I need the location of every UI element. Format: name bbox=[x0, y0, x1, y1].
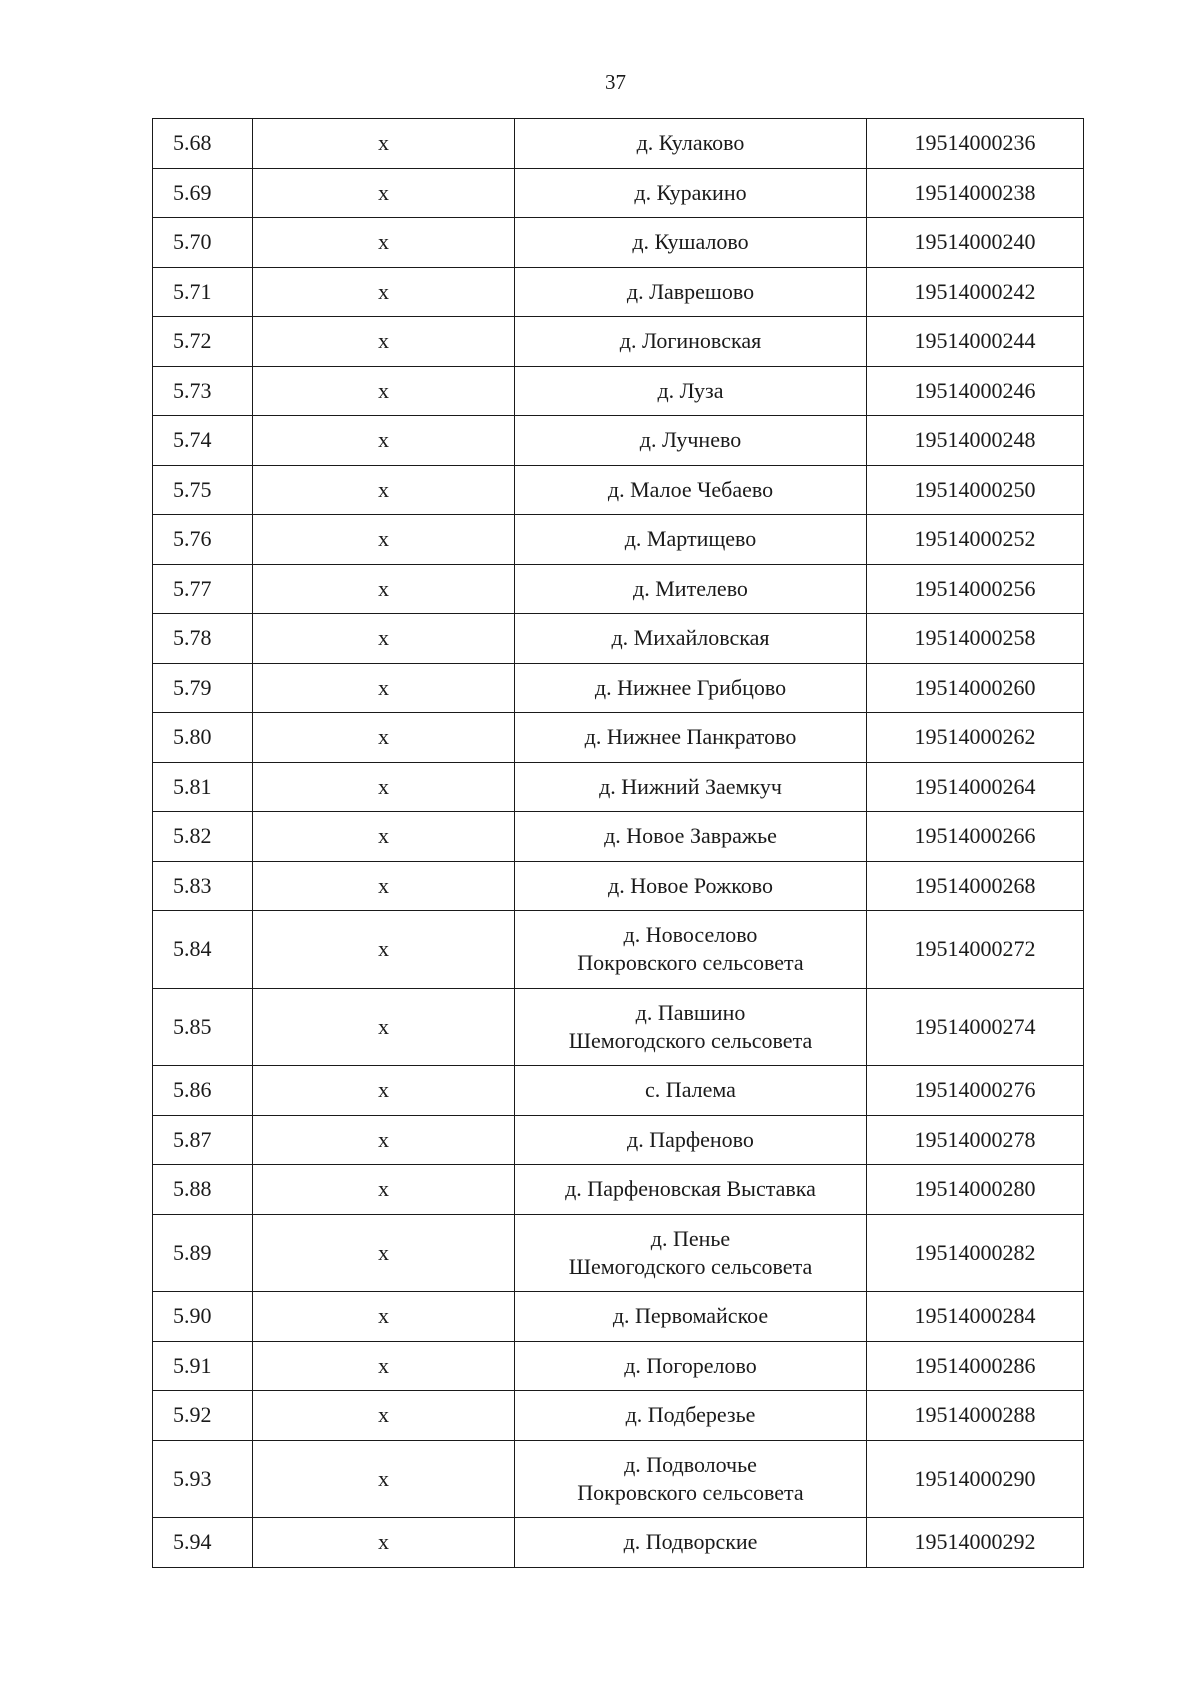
row-number-cell: 5.69 bbox=[153, 168, 253, 218]
table-row bbox=[153, 1214, 1084, 1292]
row-number-cell: 5.88 bbox=[153, 1165, 253, 1215]
oktmo-code-cell: 19514000268 bbox=[867, 861, 1084, 911]
row-number-cell: 5.90 bbox=[153, 1292, 253, 1342]
oktmo-code-cell: 19514000248 bbox=[867, 416, 1084, 466]
oktmo-code-cell: 19514000252 bbox=[867, 515, 1084, 565]
mark-cell: х bbox=[253, 1518, 515, 1568]
mark-cell: х bbox=[253, 1391, 515, 1441]
mark-cell: х bbox=[253, 762, 515, 812]
row-number-cell: 5.91 bbox=[153, 1341, 253, 1391]
row-number-cell: 5.71 bbox=[153, 267, 253, 317]
settlement-name-cell bbox=[515, 1214, 867, 1292]
mark-cell: х bbox=[253, 713, 515, 763]
settlement-name-line: д. Логиновская bbox=[619, 328, 762, 354]
table-row bbox=[153, 988, 1084, 1066]
settlement-name-line: д. Михайловская bbox=[611, 625, 770, 651]
row-number-cell: 5.78 bbox=[153, 614, 253, 664]
oktmo-code-cell: 19514000238 bbox=[867, 168, 1084, 218]
row-number-cell: 5.73 bbox=[153, 366, 253, 416]
settlement-name-cell bbox=[515, 1292, 867, 1342]
row-number-cell: 5.80 bbox=[153, 713, 253, 763]
table-row bbox=[153, 119, 1084, 169]
settlement-name-cell bbox=[515, 1341, 867, 1391]
oktmo-code-cell: 19514000250 bbox=[867, 465, 1084, 515]
settlement-name-cell bbox=[515, 1391, 867, 1441]
mark-cell: х bbox=[253, 861, 515, 911]
page-number: 37 bbox=[605, 70, 626, 94]
oktmo-code-cell: 19514000264 bbox=[867, 762, 1084, 812]
settlement-name-line: д. Парфеновская Выставка bbox=[565, 1176, 816, 1202]
settlement-name-cell bbox=[515, 416, 867, 466]
mark-cell: х bbox=[253, 1066, 515, 1116]
table-row bbox=[153, 564, 1084, 614]
row-number-cell: 5.94 bbox=[153, 1518, 253, 1568]
mark-cell: х bbox=[253, 515, 515, 565]
row-number-cell: 5.75 bbox=[153, 465, 253, 515]
table-row bbox=[153, 416, 1084, 466]
settlement-name-cell bbox=[515, 713, 867, 763]
mark-cell: х bbox=[253, 1292, 515, 1342]
settlement-name-cell bbox=[515, 1165, 867, 1215]
row-number-cell: 5.89 bbox=[153, 1214, 253, 1292]
mark-cell: х bbox=[253, 812, 515, 862]
settlement-name-cell bbox=[515, 1518, 867, 1568]
settlement-name-cell bbox=[515, 515, 867, 565]
settlement-name-cell bbox=[515, 366, 867, 416]
row-number-cell: 5.81 bbox=[153, 762, 253, 812]
oktmo-code-cell: 19514000292 bbox=[867, 1518, 1084, 1568]
oktmo-code-cell: 19514000242 bbox=[867, 267, 1084, 317]
mark-cell: х bbox=[253, 218, 515, 268]
oktmo-code-cell: 19514000246 bbox=[867, 366, 1084, 416]
settlement-name-cell bbox=[515, 614, 867, 664]
mark-cell: х bbox=[253, 911, 515, 989]
table-row bbox=[153, 614, 1084, 664]
settlement-name-line: д. Нижнее Панкратово bbox=[584, 724, 797, 750]
settlement-name-cell bbox=[515, 119, 867, 169]
table-row bbox=[153, 1115, 1084, 1165]
mark-cell: х bbox=[253, 564, 515, 614]
table-row bbox=[153, 366, 1084, 416]
settlements-table bbox=[152, 118, 1084, 1568]
oktmo-code-cell: 19514000286 bbox=[867, 1341, 1084, 1391]
settlement-name-cell bbox=[515, 988, 867, 1066]
settlement-name-line: Покровского сельсовета bbox=[577, 950, 804, 976]
oktmo-code-cell: 19514000266 bbox=[867, 812, 1084, 862]
mark-cell: х bbox=[253, 663, 515, 713]
settlement-name-cell bbox=[515, 1066, 867, 1116]
oktmo-code-cell: 19514000262 bbox=[867, 713, 1084, 763]
table-row bbox=[153, 1165, 1084, 1215]
row-number-cell: 5.77 bbox=[153, 564, 253, 614]
settlement-name-line: Шемогодского сельсовета bbox=[568, 1253, 813, 1279]
settlement-name-line: Покровского сельсовета bbox=[577, 1479, 804, 1505]
settlement-name-cell bbox=[515, 564, 867, 614]
row-number-cell: 5.92 bbox=[153, 1391, 253, 1441]
table-row bbox=[153, 762, 1084, 812]
settlement-name-cell bbox=[515, 218, 867, 268]
settlement-name-line: д. Парфеново bbox=[627, 1126, 754, 1152]
settlement-name-line: д. Пенье bbox=[650, 1225, 731, 1251]
settlement-name-cell bbox=[515, 812, 867, 862]
table-body bbox=[153, 119, 1084, 1568]
settlement-name-line: д. Кушалово bbox=[632, 229, 749, 255]
settlement-name-cell bbox=[515, 317, 867, 367]
settlement-name-line: д. Мартищево bbox=[624, 526, 757, 552]
mark-cell: х bbox=[253, 1115, 515, 1165]
mark-cell: х bbox=[253, 168, 515, 218]
mark-cell: х bbox=[253, 416, 515, 466]
mark-cell: х bbox=[253, 614, 515, 664]
oktmo-code-cell: 19514000258 bbox=[867, 614, 1084, 664]
mark-cell: х bbox=[253, 1214, 515, 1292]
settlement-name-cell bbox=[515, 1440, 867, 1518]
mark-cell: х bbox=[253, 1165, 515, 1215]
settlement-name-line: д. Первомайское bbox=[612, 1303, 769, 1329]
settlement-name-line: д. Погорелово bbox=[624, 1352, 757, 1378]
mark-cell: х bbox=[253, 465, 515, 515]
table-row bbox=[153, 218, 1084, 268]
mark-cell: х bbox=[253, 366, 515, 416]
oktmo-code-cell: 19514000244 bbox=[867, 317, 1084, 367]
row-number-cell: 5.86 bbox=[153, 1066, 253, 1116]
row-number-cell: 5.87 bbox=[153, 1115, 253, 1165]
oktmo-code-cell: 19514000274 bbox=[867, 988, 1084, 1066]
row-number-cell: 5.68 bbox=[153, 119, 253, 169]
oktmo-code-cell: 19514000272 bbox=[867, 911, 1084, 989]
oktmo-code-cell: 19514000280 bbox=[867, 1165, 1084, 1215]
row-number-cell: 5.79 bbox=[153, 663, 253, 713]
oktmo-code-cell: 19514000282 bbox=[867, 1214, 1084, 1292]
settlement-name-line: д. Павшино bbox=[635, 999, 746, 1025]
settlement-name-line: д. Нижний Заемкуч bbox=[599, 773, 782, 799]
row-number-cell: 5.85 bbox=[153, 988, 253, 1066]
mark-cell: х bbox=[253, 267, 515, 317]
settlement-name-line: д. Подворские bbox=[623, 1529, 758, 1555]
table-row bbox=[153, 1341, 1084, 1391]
row-number-cell: 5.84 bbox=[153, 911, 253, 989]
settlement-name-cell bbox=[515, 168, 867, 218]
row-number-cell: 5.93 bbox=[153, 1440, 253, 1518]
oktmo-code-cell: 19514000256 bbox=[867, 564, 1084, 614]
settlement-name-cell bbox=[515, 663, 867, 713]
row-number-cell: 5.83 bbox=[153, 861, 253, 911]
oktmo-code-cell: 19514000284 bbox=[867, 1292, 1084, 1342]
row-number-cell: 5.72 bbox=[153, 317, 253, 367]
settlement-name-cell bbox=[515, 911, 867, 989]
settlement-name-line: д. Новое Завражье bbox=[604, 823, 777, 849]
settlement-name-line: с. Палема bbox=[645, 1077, 736, 1103]
table-row bbox=[153, 267, 1084, 317]
mark-cell: х bbox=[253, 1440, 515, 1518]
mark-cell: х bbox=[253, 317, 515, 367]
settlement-name-line: Шемогодского сельсовета bbox=[568, 1027, 813, 1053]
table-row bbox=[153, 663, 1084, 713]
settlement-name-line: д. Подволочье bbox=[624, 1451, 757, 1477]
settlement-name-line: д. Мителево bbox=[633, 575, 748, 601]
settlement-name-line: д. Лаврешово bbox=[626, 278, 755, 304]
table-row bbox=[153, 911, 1084, 989]
table-row bbox=[153, 465, 1084, 515]
table-row bbox=[153, 1440, 1084, 1518]
oktmo-code-cell: 19514000276 bbox=[867, 1066, 1084, 1116]
settlement-name-cell bbox=[515, 861, 867, 911]
table-row bbox=[153, 812, 1084, 862]
table-row bbox=[153, 168, 1084, 218]
mark-cell: х bbox=[253, 1341, 515, 1391]
settlement-name-cell bbox=[515, 465, 867, 515]
settlement-name-cell bbox=[515, 267, 867, 317]
table-row bbox=[153, 713, 1084, 763]
settlement-name-line: д. Куракино bbox=[634, 179, 747, 205]
settlement-name-line: д. Новоселово bbox=[623, 922, 758, 948]
table-row bbox=[153, 317, 1084, 367]
table-row bbox=[153, 1391, 1084, 1441]
row-number-cell: 5.74 bbox=[153, 416, 253, 466]
settlement-name-line: д. Новое Рожково bbox=[608, 872, 773, 898]
settlement-name-cell bbox=[515, 762, 867, 812]
row-number-cell: 5.76 bbox=[153, 515, 253, 565]
oktmo-code-cell: 19514000290 bbox=[867, 1440, 1084, 1518]
settlement-name-line: д. Лучнево bbox=[639, 427, 742, 453]
row-number-cell: 5.70 bbox=[153, 218, 253, 268]
row-number-cell: 5.82 bbox=[153, 812, 253, 862]
mark-cell: х bbox=[253, 119, 515, 169]
settlement-name-line: д. Луза bbox=[657, 377, 724, 403]
settlement-name-line: д. Малое Чебаево bbox=[607, 476, 774, 502]
settlement-name-line: д. Нижнее Грибцово bbox=[594, 674, 787, 700]
table-row bbox=[153, 861, 1084, 911]
table-row bbox=[153, 1066, 1084, 1116]
oktmo-code-cell: 19514000278 bbox=[867, 1115, 1084, 1165]
oktmo-code-cell: 19514000288 bbox=[867, 1391, 1084, 1441]
table-row bbox=[153, 515, 1084, 565]
oktmo-code-cell: 19514000236 bbox=[867, 119, 1084, 169]
table-row bbox=[153, 1518, 1084, 1568]
settlement-name-line: д. Кулаково bbox=[636, 130, 745, 156]
oktmo-code-cell: 19514000240 bbox=[867, 218, 1084, 268]
settlement-name-line: д. Подберезье bbox=[625, 1402, 756, 1428]
table-row bbox=[153, 1292, 1084, 1342]
oktmo-code-cell: 19514000260 bbox=[867, 663, 1084, 713]
mark-cell: х bbox=[253, 988, 515, 1066]
settlement-name-cell bbox=[515, 1115, 867, 1165]
